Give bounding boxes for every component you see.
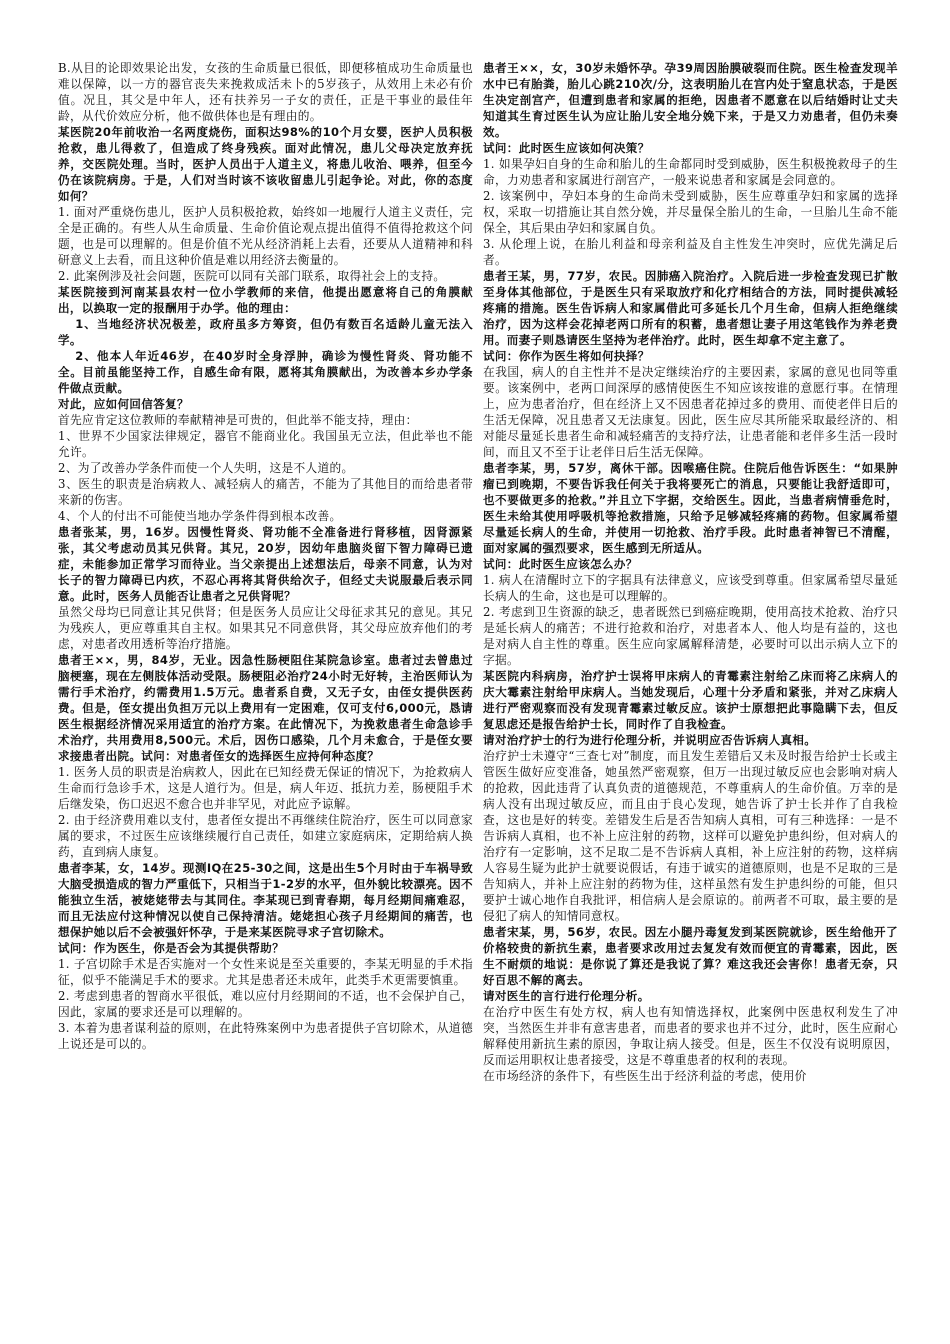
case-heading: 患者张某，男，16岁。因慢性肾炎、肾功能不全准备进行肾移植，因肾源紧张，其父考虑动员其兄供肾。其兄，20岁，因幼年患脑炎留下智力障碍已遗症，未能参加正常学习而待业。当父亲提出上述想法后，母亲不同意，认为对长子的智力障碍已内疚，不忍心再将其肾供给次子，但经丈夫说服最后表示同意。此时，医务人员能否让患者之兄供肾呢？: [58, 525, 473, 603]
paragraph: 4、个人的付出不可能使当地办学条件得到根本改善。: [58, 509, 342, 523]
case-heading: 某医院接到河南某县农村一位小学教师的来信，他提出愿意将自己的角膜献出，以换取一定的报酬用于办学。他的理由：: [58, 285, 473, 315]
paragraph: 在我国，病人的自主性并不是决定继续治疗的主要因素，家属的意见也同等重要。该案例中，老两口间深厚的感情使医生不知应该按谁的意愿行事。在情理上，应为患者治疗，但在经济上又不因患者花掉过多的费用、而使老伴日后的生活无保障，况且患者又无法康复。因此，医生应尽其所能采取最经济的、相对能尽量延长患者生命和减轻痛苦的支持疗法，让患者能和老伴多生活一段时间，而且又不至于让老伴日后生活无保障。: [483, 365, 898, 459]
paragraph: 首先应肯定这位教师的奉献精神是可贵的，但此举不能支持，理由：: [58, 413, 418, 427]
paragraph: 3. 从伦理上说，在胎儿利益和母亲利益及自主性发生冲突时，应优先满足后者。: [483, 237, 898, 267]
case-heading: 某医院20年前收治一名两度烧伤，面积达98%的10个月女婴，医护人员积极抢救，患儿得救了，但造成了终身残疾。面对此情况，患儿父母决定放弃抚养，交医院处理。当时，医护人员出于人道主义，将患儿收治、喂养，但至今仍在该院病房。于是，人们对当时该不该收留患儿引起争论。对此，你的态度如何？: [58, 125, 473, 203]
paragraph: 在治疗中医生有处方权，病人也有知情选择权，此案例中医患权利发生了冲突，当然医生并非有意害患者，而患者的要求也并不过分，此时，医生应耐心解释使用新抗生素的原因，争取让病人接受。但是，医生不仅没有说明原因，反而运用职权让患者接受，这是不尊重患者的权利的表现。: [483, 1005, 898, 1067]
paragraph: 2、为了改善办学条件而使一个人失明，这是不人道的。: [58, 461, 354, 475]
paragraph: 1. 面对严重烧伤患儿，医护人员积极抢救，始终如一地履行人道主义责任，完全是正确的。有些人从生命质量、生命价值论观点提出值得不值得抢救这个问题，也是可以理解的。但是价值不光从经济消耗上去看，还要从人道精神和科研意义上去看，而且这种价值是难以用经济去衡量的。: [58, 205, 473, 267]
paragraph: 2. 考虑到患者的智商水平很低，难以应付月经期间的不适，也不会保护自己，因此，家属的要求还是可以理解的。: [58, 989, 473, 1019]
document-page: [58, 60, 898, 1344]
paragraph: 2. 考虑到卫生资源的缺乏，患者既然已到癌症晚期，使用高技术抢救、治疗只是延长病人的痛苦；不进行抢救和治疗，对患者本人、他人均是有益的，这也是对病人自主性的尊重。医生应向家属解释清楚，必要时可以出示病人立下的字据。: [483, 605, 898, 667]
case-heading: 患者宋某，男，56岁，农民。因左小腿丹毒复发到某医院就诊，医生给他开了价格较贵的新抗生素，患者要求改用过去复发有效而便宜的青霉素，因此，医生不耐烦的地说：是你说了算还是我说了算？难这我还会害你！患者无奈，只好百思不解的离去。: [483, 925, 898, 987]
right-column: [483, 60, 898, 1344]
case-heading: 请对医生的言行进行伦理分析。: [483, 989, 650, 1003]
paragraph: 2. 由于经济费用难以支付，患者侄女提出不再继续住院治疗，医生可以同意家属的要求，不过医生应该继续履行自己责任，如建立家庭病床，定期给病人换药，直到病人康复。: [58, 813, 473, 859]
paragraph: 1. 病人在清醒时立下的字据具有法律意义，应该受到尊重。但家属希望尽量延长病人的生命，这也是可以理解的。: [483, 573, 898, 603]
case-heading: 某医院内科病房，治疗护士误将甲床病人的青霉素注射给乙床而将乙床病人的庆大霉素注射给甲床病人。当她发现后，心理十分矛盾和紧张，并对乙床病人进行严密观察而没有发现青霉素过敏反应。该护士原想把此事隐瞒下去，但反复思虑还是报告给护士长，同时作了自我检查。: [483, 669, 898, 731]
case-heading: 患者李某，男，57岁，离休干部。因喉癌住院。住院后他告诉医生：“如果肿瘤已到晚期，不要告诉我任何关于我将要死亡的消息，只要能让我舒适即可，也不要做更多的抢救。”并且立下字据，交给医生。因此，当患者病情垂危时，医生未给其使用呼吸机等抢救措施，只给予足够减轻疼痛的药物。但家属希望尽量延长病人的生命，并使用一切抢救、治疗手段。此时患者神智已不清醒，面对家属的强烈要求，医生感到无所适从。: [483, 461, 898, 555]
paragraph: 3. 本着为患者谋利益的原则，在此特殊案例中为患者提供子宫切除术，从道德上说还是可以的。: [58, 1021, 473, 1051]
paragraph: 1. 医务人员的职责是治病救人，因此在已知经费无保证的情况下，为抢救病人生命而行急诊手术，这是人道行为。但是，病人年迈、抵抗力差，肠梗阻手术后继发染，伤口迟迟不愈合也并非罕见，对此应予谅解。: [58, 765, 473, 811]
case-heading: 患者王某，男，77岁，农民。因肺癌入院治疗。入院后进一步检查发现已扩散至身体其他部位，于是医生只有采取放疗和化疗相结合的方法，同时提供减轻疼痛的措施。医生告诉病人和家属借此可多延长几个月生命，但病人拒绝继续治疗，因为这样会花掉老两口所有的积蓄，患者想让妻子用这笔钱作为养老费用。而妻子则恳请医生坚持为老伴治疗。此时，医生却拿不定主意了。: [483, 269, 898, 347]
paragraph: 在市场经济的条件下，有些医生出于经济利益的考虑，使用价: [483, 1069, 807, 1083]
paragraph: 2. 该案例中，孕妇本身的生命尚未受到威胁，医生应尊重孕妇和家属的选择权，采取一切措施让其自然分娩，并尽量保全胎儿的生命，一旦胎儿生命不能保全，其后果由孕妇和家属自负。: [483, 189, 898, 235]
case-heading: 对此，应如何回信答复？: [58, 397, 189, 411]
left-column: [58, 60, 473, 1344]
paragraph: B.从目的论即效果论出发，女孩的生命质量已很低，即便移植成功生命质量也难以保障，以一方的器官丧失来挽救成活未卜的5岁孩子，从效用上未必有价值。况且，其父是中年人，还有扶养另一子女的责任，正是干事业的最佳年龄，从代价效应分析，他不做供体也是有理由的。: [58, 61, 473, 123]
case-heading: 试问：此时医生应该怎么办？: [483, 557, 638, 571]
case-heading: 试问：此时医生应该如何决策？: [483, 141, 650, 155]
case-heading: 1、当地经济状况极差，政府虽多方筹资，但仍有数百名适龄儿童无法入学。: [58, 317, 473, 347]
paragraph: 2. 此案例涉及社会问题，医院可以同有关部门联系，取得社会上的支持。: [58, 269, 446, 283]
case-heading: 请对治疗护士的行为进行伦理分析，并说明应否告诉病人真相。: [483, 733, 817, 747]
case-heading: 患者王××，男，84岁，无业。因急性肠梗阻住某院急诊室。患者过去曾患过脑梗塞，现在左侧肢体活动受限。肠梗阻必治疗24小时无好转，主治医师认为需行手术治疗，约需费用1.5万元。患者系自费，又无子女，由侄女提供医药费。但是，侄女提出负担万元以上费用有一定困难，仅可支付6,000元，恳请医生根据经济情况采用适宜的治疗方案。在此情况下，为挽救患者生命急诊手术治疗，共用费用8,500元。术后，因伤口感染，几个月未愈合，于是侄女要求接患者出院。试问：对患者侄女的选择医生应持何种态度？: [58, 653, 473, 763]
case-heading: 患者王××，女，30岁未婚怀孕。孕39周因胎膜破裂而住院。医生检查发现羊水中已有胎粪，胎儿心跳210次/分，这表明胎儿在宫内处于窒息状态，于是医生决定剖宫产，但遭到患者和家属的拒绝，因患者不愿意在以后结婚时让丈夫知道其生育过医生认为应让胎儿安全地分娩下来，于是又力劝患者，但仍未奏效。: [483, 61, 898, 139]
case-heading: 患者李某，女，14岁。现测IQ在25-30之间，这是出生5个月时由于车祸导致大脑受损造成的智力严重低下，只相当于1-2岁的水平，但外貌比较漂亮。因不能独立生活，被姥姥带去与其同住。李某现已到青春期，每月经期间痛难忍，而且无法应付这种情况以使自己保持清洁。姥姥担心孩子月经期间的痛苦，也想保护她以后不会被强奸怀孕，于是来某医院寻求子宫切除术。: [58, 861, 473, 939]
case-heading: 2、他本人年近46岁，在40岁时全身浮肿，确诊为慢性肾炎、肾功能不全。目前虽能坚持工作，自感生命有限，愿将其角膜献出，为改善本乡办学条件做点贡献。: [58, 349, 473, 395]
paragraph: 1、世界不少国家法律规定，器官不能商业化。我国虽无立法，但此举也不能允许。: [58, 429, 473, 459]
paragraph: 虽然父母均已同意让其兄供肾；但是医务人员应让父母征求其兄的意见。其兄为残疾人，更应尊重其自主权。如果其兄不同意供肾，其父母应放弃他们的考虑，对患者改用透析等治疗措施。: [58, 605, 473, 651]
paragraph: 1. 子宫切除手术是否实施对一个女性来说是至关重要的，李某无明显的手术指征，似乎不能满足手术的要求。尤其是患者还未成年，此类手术更需要慎重。: [58, 957, 473, 987]
paragraph: 3、医生的职责是治病救人、减轻病人的痛苦，不能为了其他目的而给患者带来新的伤害。: [58, 477, 473, 507]
paragraph: 1. 如果孕妇自身的生命和胎儿的生命都同时受到威胁，医生积极挽救母子的生命，力劝患者和家属进行剖宫产，一般来说患者和家属是会同意的。: [483, 157, 898, 187]
paragraph: 治疗护士未遵守“三查七对”制度，而且发生差错后又未及时报告给护士长或主管医生做好应变准备，她虽然严密观察，但万一出现过敏反应也会影响对病人的抢救，因此违背了认真负责的道德规范，不尊重病人的生命价值。万幸的是病人没有出现过敏反应，而且由于良心发现，她告诉了护士长并作了自我检查，这也是好的转变。差错发生后是否告知病人真相，可有三种选择：一是不告诉病人真相，也不补上应注射的药物，这样可以避免护患纠纷，但对病人的治疗有一定影响，这不足取二是不告诉病人真相，补上应注射的药物，这样病人容易生疑为此护士就要说假话，有违于诚实的道德原则，也是不足取的三是告知病人，并补上应注射的药物为佳，这样虽然有发生护患纠纷的可能，但只要护士诚心地作自我批评，相信病人是会原谅的。前两者不可取，最主要的是侵犯了病人的知情同意权。: [483, 749, 898, 923]
case-heading: 试问：作为医生，你是否会为其提供帮助？: [58, 941, 285, 955]
case-heading: 试问：你作为医生将如何抉择？: [483, 349, 650, 363]
